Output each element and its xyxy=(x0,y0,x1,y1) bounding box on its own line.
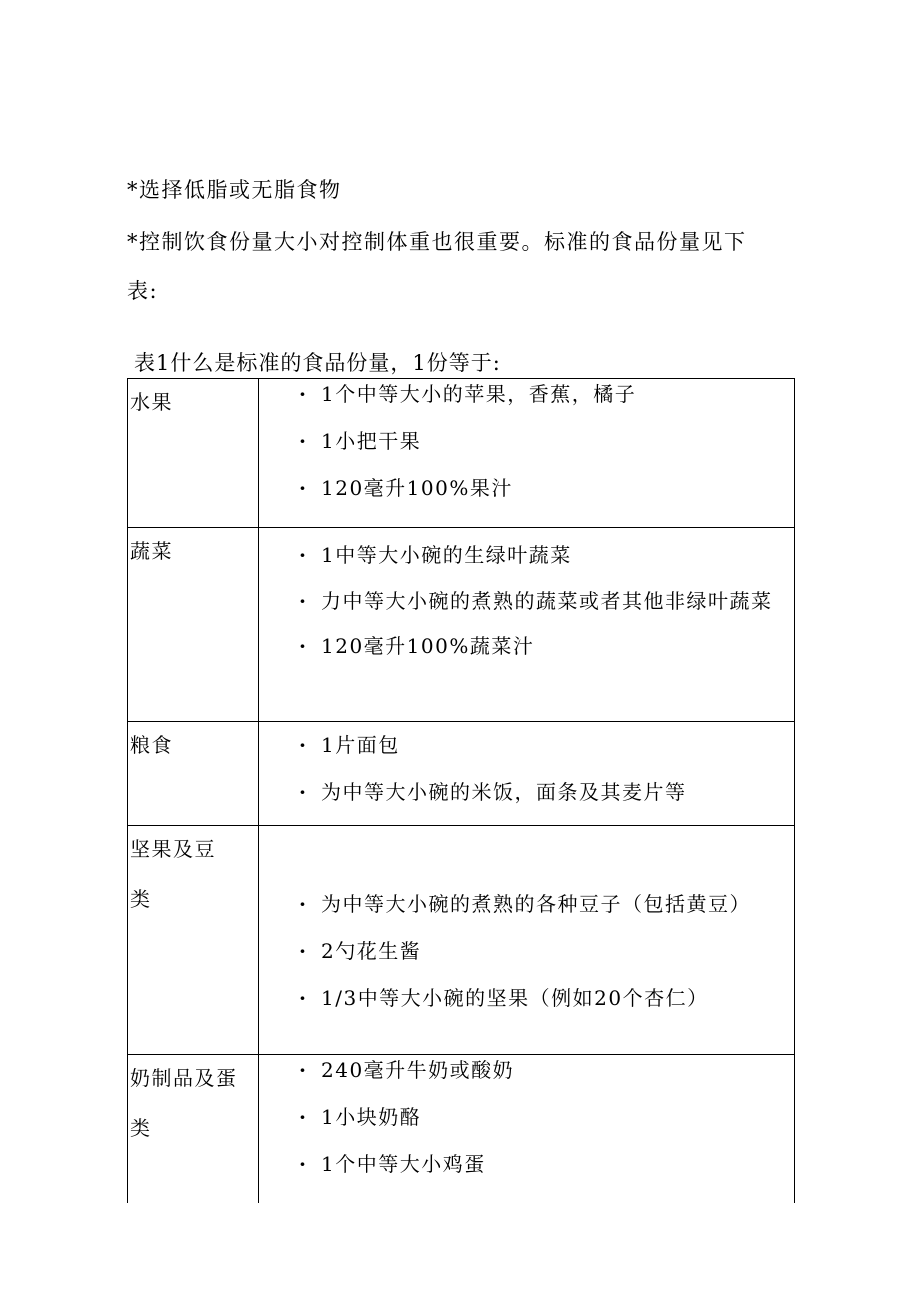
list-item: · 为中等大小碗的煮熟的各种豆子（包括黄豆） xyxy=(299,881,794,928)
category-cell xyxy=(128,826,259,1055)
category-cell xyxy=(128,1055,259,1204)
items-cell xyxy=(259,722,795,826)
paragraph-portion-control: *控制饮食份量大小对控制体重也很重要。标准的食品份量见下 xyxy=(127,230,747,254)
list-item: · 1片面包 xyxy=(299,722,794,769)
list-item: · 1中等大小碗的生绿叶蔬菜 xyxy=(299,532,794,579)
list-item: · 1个中等大小的苹果，香蕉，橘子 xyxy=(299,371,794,418)
category-label: 奶制品及蛋类 xyxy=(130,1066,238,1140)
table-row xyxy=(128,722,795,826)
list-item: · 120毫升100%果汁 xyxy=(299,465,794,512)
category-cell xyxy=(128,379,259,528)
category-cell xyxy=(128,528,259,722)
items-cell xyxy=(259,379,795,528)
item-list xyxy=(299,371,794,512)
table-caption: 表1什么是标准的食品份量，1份等于: xyxy=(134,351,501,375)
list-item: · 1个中等大小鸡蛋 xyxy=(299,1141,794,1188)
table-row xyxy=(128,379,795,528)
items-cell xyxy=(259,1055,795,1204)
item-list xyxy=(299,1047,794,1188)
list-item: · 240毫升牛奶或酸奶 xyxy=(299,1047,794,1094)
category-label: 坚果及豆类 xyxy=(130,837,216,911)
item-list xyxy=(299,722,794,816)
list-item: · 力中等大小碗的煮熟的蔬菜或者其他非绿叶蔬菜 xyxy=(299,579,794,623)
list-item: · 1小块奶酪 xyxy=(299,1094,794,1141)
list-item: · 为中等大小碗的米饭，面条及其麦片等 xyxy=(299,769,794,816)
list-item: · 2勺花生酱 xyxy=(299,928,794,975)
items-cell xyxy=(259,826,795,1055)
paragraph-portion-control-continued: 表: xyxy=(127,279,159,303)
food-portion-table xyxy=(127,378,795,1203)
table-row xyxy=(128,1055,795,1204)
item-list xyxy=(299,532,794,670)
list-item: · 1小把干果 xyxy=(299,418,794,465)
list-item: · 1/3中等大小碗的坚果（例如20个杏仁） xyxy=(299,975,794,1022)
category-label: 水果 xyxy=(130,390,173,414)
list-item: · 120毫升100%蔬菜汁 xyxy=(299,623,794,670)
category-cell xyxy=(128,722,259,826)
category-label: 粮食 xyxy=(130,733,173,757)
paragraph-low-fat: *选择低脂或无脂食物 xyxy=(127,178,342,202)
items-cell xyxy=(259,528,795,722)
category-label: 蔬菜 xyxy=(130,539,173,563)
table-row xyxy=(128,826,795,1055)
table-row xyxy=(128,528,795,722)
item-list xyxy=(299,881,794,1022)
